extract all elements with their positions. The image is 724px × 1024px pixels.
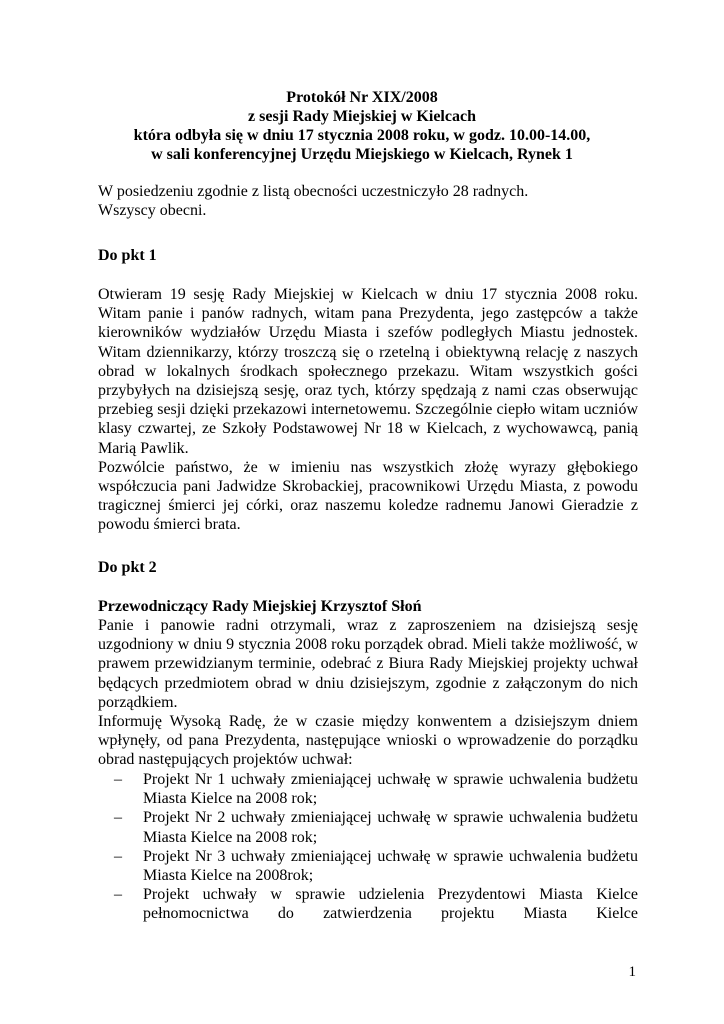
speaker-name: Przewodniczący Rady Miejskiej Krzysztof Słoń	[98, 598, 422, 615]
section-1-paragraph: Pozwólcie państwo, że w imieniu nas wszystkich złożę wyrazy głębokiego współczucia pani Jadwidze Skrobackiej, pracownikowi Urzędu Miasta, z powodu tragicznej śmierci jej córki, oraz naszemu koledze radnemu Janowi Gieradzie z powodu śmierci brata.	[98, 458, 638, 534]
list-item	[98, 885, 638, 923]
list-item-text: Projekt Nr 3 uchwały zmieniającej uchwałę w sprawie uchwalenia budżetu Miasta Kielce na 2008rok;	[143, 847, 638, 885]
dash-bullet: –	[114, 847, 122, 865]
protocol-title: Protokół Nr XIX/2008	[286, 89, 438, 106]
list-item	[98, 770, 638, 808]
section-1-paragraph: Otwieram 19 sesję Rady Miejskiej w Kielcach w dniu 17 stycznia 2008 roku. Witam panie i panów radnych, witam pana Prezydenta, jego zastępców a także kierowników wydziałów Urzędu Miasta i szefów podległych Miastu jednostek. Witam dziennikarzy, którzy troszczą się o rzetelną i obiektywną relację z naszych obrad w lokalnych środkach społecznego przekazu. Witam wszystkich gości przybyłych na dzisiejszą sesję, oraz tych, którzy spędzają z nami czas obserwując przebieg sesji dzięki przekazowi internetowemu. Szczególnie ciepło witam uczniów klasy czwartej, ze Szkoły Podstawowej Nr 18 w Kielcach, z wychowawcą, panią Marią Pawlik.	[98, 286, 638, 457]
dash-bullet: –	[114, 809, 122, 827]
section-1-body	[98, 285, 638, 535]
attendance-line: W posiedzeniu zgodnie z listą obecności uczestniczyło 28 radnych.	[98, 183, 529, 200]
list-item-text: Projekt uchwały w sprawie udzielenia Prezydentowi Miasta Kielce pełnomocnictwa do zatwierdzenia projektu Miasta Kielce	[143, 886, 638, 923]
session-subtitle: z sesji Rady Miejskiej w Kielcach	[248, 108, 476, 125]
resolution-list	[98, 770, 638, 924]
list-item-text: Projekt Nr 2 uchwały zmieniającej uchwałę w sprawie uchwalenia budżetu Miasta Kielce na 2008 rok;	[143, 809, 638, 846]
document-header	[0, 88, 724, 164]
dash-bullet: –	[114, 771, 122, 788]
page-number: 1	[628, 964, 636, 980]
section-1-heading: Do pkt 1	[98, 247, 157, 264]
list-item-text: Projekt Nr 1 uchwały zmieniającej uchwałę w sprawie uchwalenia budżetu Miasta Kielce na 2008 rok;	[143, 771, 638, 808]
section-2-heading: Do pkt 2	[98, 559, 157, 576]
section-2-paragraph: Panie i panowie radni otrzymali, wraz z zaproszeniem na dzisiejszą sesję uzgodniony w dniu 9 stycznia 2008 roku porządek obrad. Mieli także możliwość, w prawem przewidzianym terminie, odebrać z Biura Rady Miejskiej projekty uchwał będących przedmiotem obrad w dniu dzisiejszym, zgodnie z załączonym do nich porządkiem.	[98, 617, 638, 711]
list-item	[98, 847, 638, 885]
attendance-status: Wszyscy obecni.	[98, 202, 207, 220]
attendance-block	[98, 182, 638, 220]
session-location: w sali konferencyjnej Urzędu Miejskiego w Kielcach, Rynek 1	[151, 146, 573, 163]
dash-bullet: –	[114, 886, 122, 904]
section-2-body	[98, 616, 638, 770]
session-date-time: która odbyła się w dniu 17 stycznia 2008 roku, w godz. 10.00-14.00,	[133, 127, 591, 144]
list-item	[98, 808, 638, 846]
section-2-paragraph: Informuję Wysoką Radę, że w czasie między konwentem a dzisiejszym dniem wpłynęły, od pana Prezydenta, następujące wnioski o wprowadzenie do porządku obrad następujących projektów uchwał:	[98, 713, 638, 769]
